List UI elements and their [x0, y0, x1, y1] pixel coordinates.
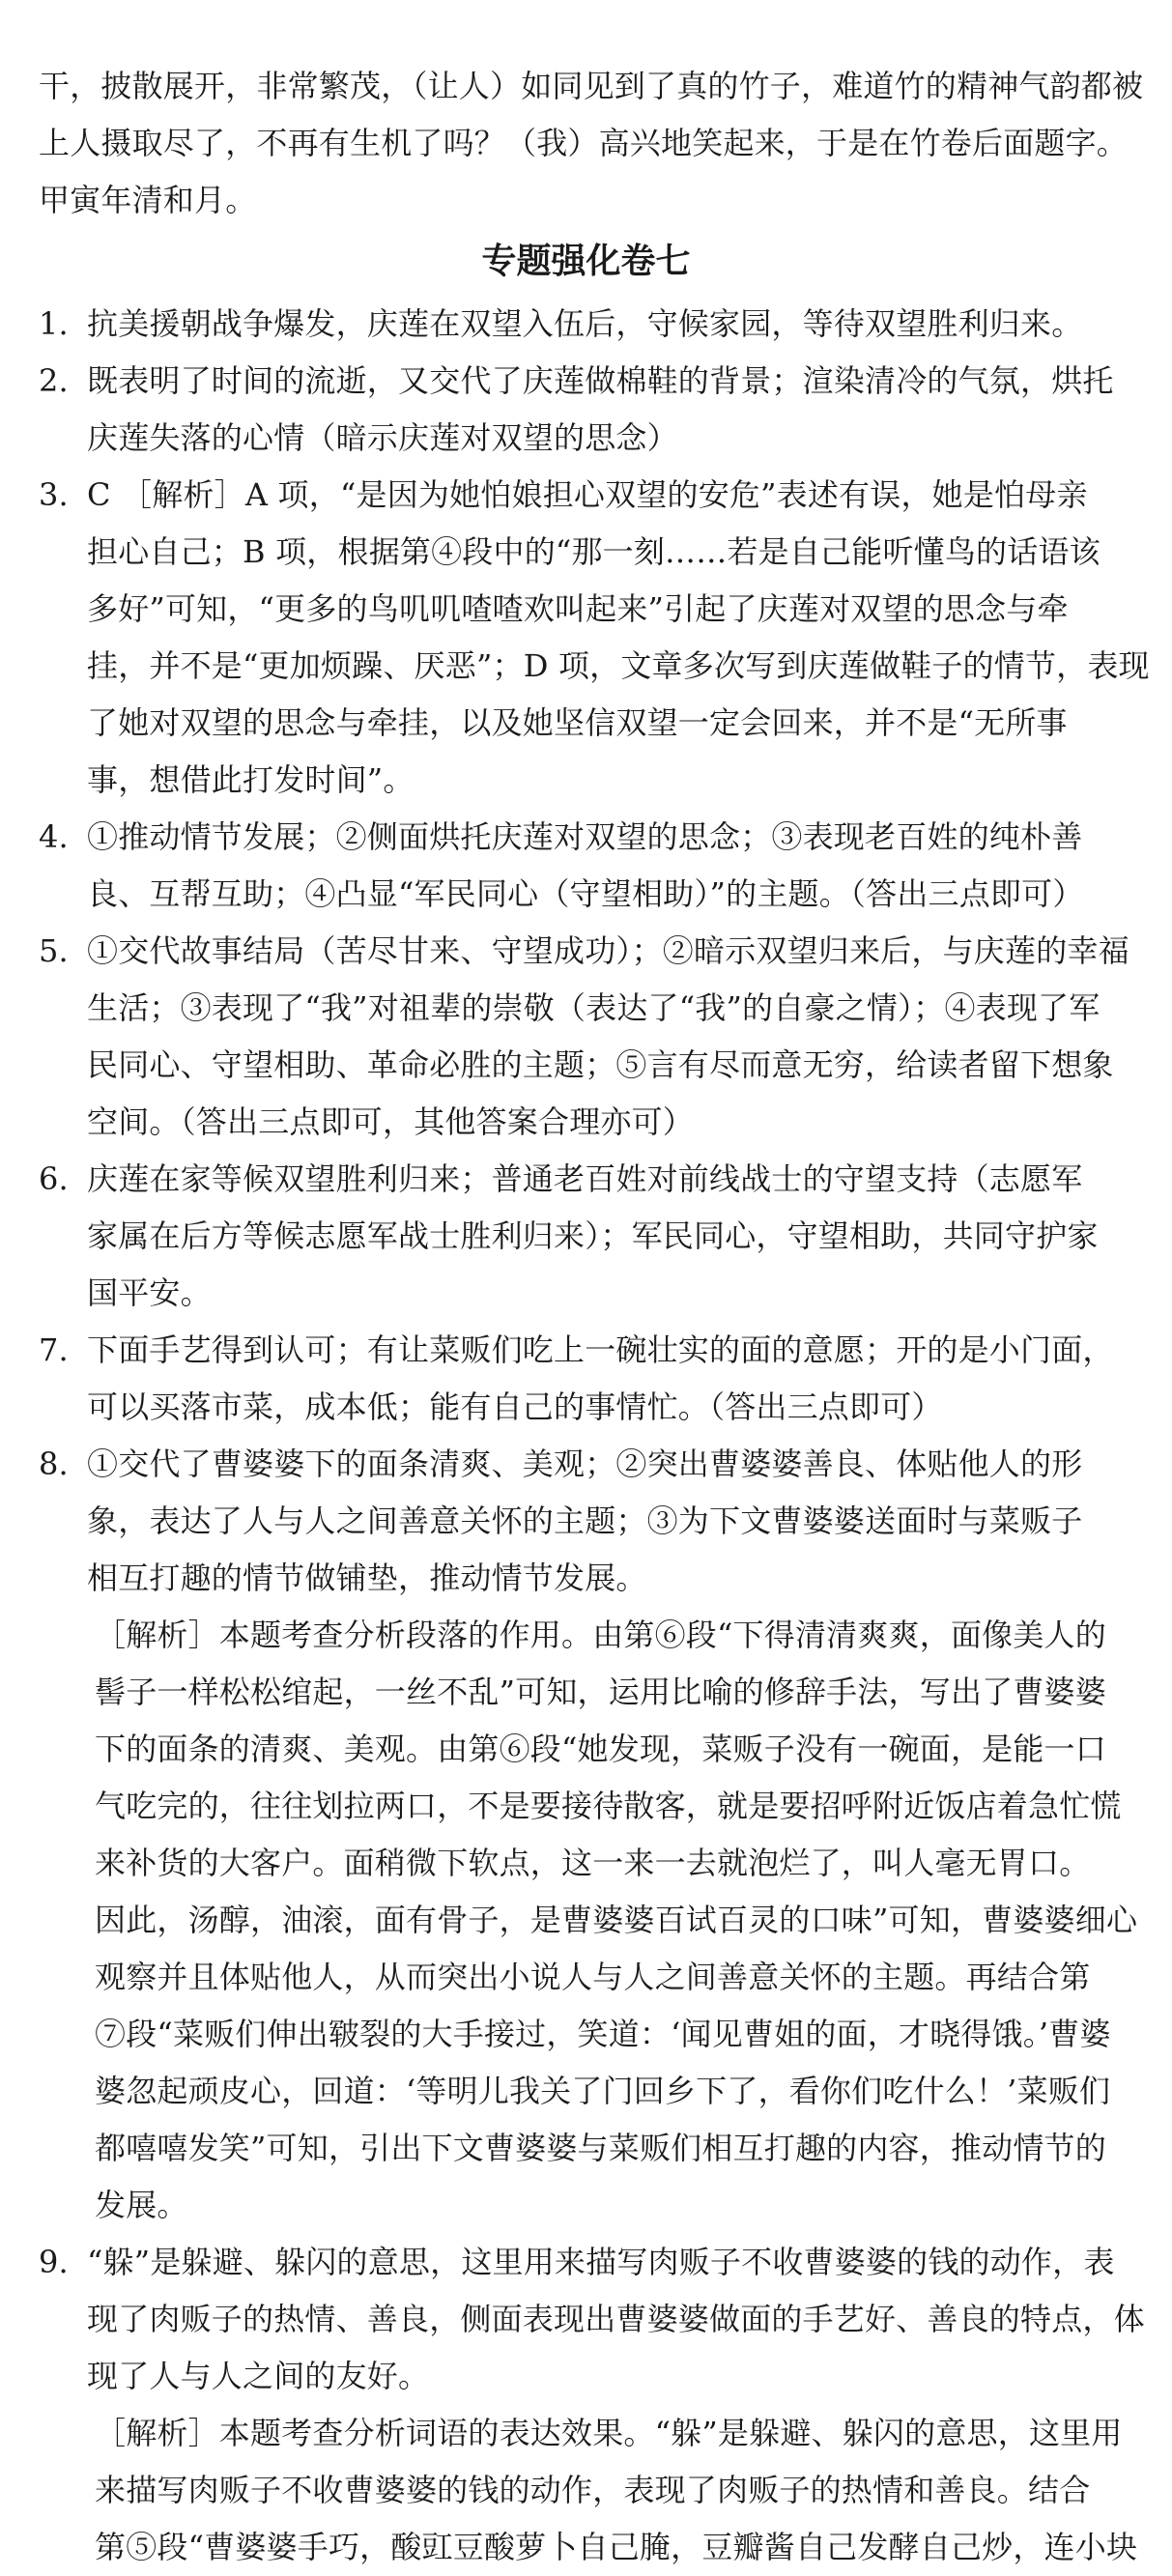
answer-line: 因此，汤醇，油滚，面有骨子，是曹婆婆百试百灵的口味”可知，曹婆婆细心: [95, 1902, 1138, 1938]
answer-line: 了她对双望的思念与牵挂，以及她坚信双望一定会回来，并不是“无所事: [87, 704, 1068, 741]
item-number: 3.: [39, 476, 69, 513]
answer-line: 空间。（答出三点即可，其他答案合理亦可）: [87, 1103, 695, 1140]
intro-line: 干，披散展开，非常繁茂，（让人）如同见到了真的竹子，难道竹的精神气韵都被: [39, 68, 1144, 104]
answer-line: 婆忽起顽皮心，回道：‘等明儿我关了门回乡下了，看你们吃什么！’菜贩们: [95, 2073, 1111, 2109]
answer-line: 国平安。: [87, 1274, 212, 1311]
item-number: 1.: [39, 305, 69, 342]
item-number: 4.: [39, 818, 69, 855]
answer-line: 多好”可知，“更多的鸟叽叽喳喳欢叫起来”引起了庆莲对双望的思念与牵: [87, 590, 1069, 627]
answer-line: 下面手艺得到认可；有让菜贩们吃上一碗壮实的面的意愿；开的是小门面，: [87, 1331, 1114, 1368]
answer-line: 生活；③表现了“我”对祖辈的崇敬（表达了“我”的自豪之情）；④表现了军: [87, 989, 1101, 1026]
answer-line: 第⑤段“曹婆婆手巧，酸豇豆酸萝卜自己腌，豆瓣酱自己发酵自己炒，连小块: [95, 2529, 1138, 2565]
item-number: 7.: [39, 1331, 69, 1368]
intro-line: 上人摄取尽了，不再有生机了吗？（我）高兴地笑起来，于是在竹卷后面题字。: [39, 125, 1129, 161]
answer-line: 下的面条的清爽、美观。由第⑥段“她发现，菜贩子没有一碗面，是能一口: [95, 1731, 1106, 1767]
answer-line: 挂，并不是“更加烦躁、厌恶”；D 项，文章多次写到庆莲做鞋子的情节，表现: [87, 647, 1150, 684]
answer-item: [39, 296, 1126, 353]
answer-item: [39, 2234, 1145, 2405]
answer-line: ①推动情节发展；②侧面烘托庆莲对双望的思念；③表现老百姓的纯朴善: [87, 818, 1083, 855]
answer-line: 担心自己；B 项，根据第④段中的“那一刻……若是自己能听懂鸟的话语该: [87, 533, 1101, 570]
answer-line: C ［解析］A 项，“是因为她怕娘担心双望的安危”表述有误，她是怕母亲: [87, 476, 1088, 513]
answer-item: [39, 1322, 1126, 1436]
answer-item: [39, 923, 1129, 1151]
answer-line: 庆莲在家等候双望胜利归来；普通老百姓对前线战士的守望支持（志愿军: [87, 1160, 1083, 1197]
item-number: 2.: [39, 362, 69, 399]
item-number: 6.: [39, 1160, 69, 1197]
intro-line: 甲寅年清和月。: [39, 182, 257, 218]
answer-line: 抗美援朝战争爆发，庆莲在双望入伍后，守候家园，等待双望胜利归来。: [87, 305, 1083, 342]
answer-line: 来补货的大客户。面稍微下软点，这一来一去就泡烂了，叫人毫无胃口。: [95, 1845, 1091, 1881]
analysis-paragraph: [39, 2405, 1138, 2576]
answer-line: 家属在后方等候志愿军战士胜利归来）；军民同心，守望相助，共同守护家: [87, 1217, 1099, 1254]
answer-line: 现了肉贩子的热情、善良，侧面表现出曹婆婆做面的手艺好、善良的特点，体: [87, 2301, 1145, 2337]
item-number: 8.: [39, 1445, 69, 1482]
answer-line: 来描写肉贩子不收曹婆婆的钱的动作，表现了肉贩子的热情和善良。结合: [95, 2472, 1091, 2508]
answer-line: 事，想借此打发时间”。: [87, 761, 414, 798]
answer-line: 发展。: [95, 2187, 188, 2223]
answer-line: “躲”是躲避、躲闪的意思，这里用来描写肉贩子不收曹婆婆的钱的动作，表: [87, 2244, 1115, 2280]
answer-line: 气吃完的，往往划拉两口，不是要接待散客，就是要招呼附近饭店着急忙慌: [95, 1788, 1122, 1824]
item-number: 5.: [39, 932, 69, 969]
intro-paragraph: [39, 58, 1144, 229]
answer-line: 民同心、守望相助、革命必胜的主题；⑤言有尽而意无穷，给读者留下想象: [87, 1046, 1114, 1083]
item-number: 9.: [39, 2244, 69, 2280]
section-title: 专题强化卷七: [481, 242, 691, 281]
answer-line: ①交代了曹婆婆下的面条清爽、美观；②突出曹婆婆善良、体贴他人的形: [87, 1445, 1083, 1482]
answer-line: 象，表达了人与人之间善意关怀的主题；③为下文曹婆婆送面时与菜贩子: [87, 1503, 1083, 1539]
answer-item: [39, 1436, 1126, 1607]
answer-line: ［解析］本题考查分析段落的作用。由第⑥段“下得清清爽爽，面像美人的: [95, 1617, 1106, 1653]
answer-list: [39, 296, 1150, 2576]
answer-line: 都嘻嘻发笑”可知，引出下文曹婆婆与菜贩们相互打趣的内容，推动情节的: [95, 2130, 1106, 2166]
answer-line: ［解析］本题考查分析词语的表达效果。“躲”是躲避、躲闪的意思，这里用: [95, 2415, 1123, 2451]
answer-line: 庆莲失落的心情（暗示庆莲对双望的思念）: [87, 419, 678, 456]
answer-line: ①交代故事结局（苦尽甘来、守望成功）；②暗示双望归来后，与庆莲的幸福: [87, 932, 1129, 969]
answer-line: 既表明了时间的流逝，又交代了庆莲做棉鞋的背景；渲染清冷的气氛，烘托: [87, 362, 1114, 399]
answer-line: 良、互帮互助；④凸显“军民同心（守望相助）”的主题。（答出三点即可）: [87, 875, 1084, 912]
answer-line: 髻子一样松松绾起，一丝不乱”可知，运用比喻的修辞手法，写出了曹婆婆: [95, 1674, 1106, 1710]
answer-line: 相互打趣的情节做铺垫，推动情节发展。: [87, 1560, 647, 1596]
answer-line: 观察并且体贴他人，从而突出小说人与人之间善意关怀的主题。再结合第: [95, 1959, 1091, 1995]
analysis-paragraph: [39, 1607, 1138, 2234]
answer-line: 可以买落市菜，成本低；能有自己的事情忙。（答出三点即可）: [87, 1388, 943, 1425]
answer-item: [39, 467, 1150, 809]
answer-item: [39, 809, 1126, 923]
answer-line: ⑦段“菜贩们伸出皲裂的大手接过，笑道：‘闻见曹姐的面，才晓得饿。’曹婆: [95, 2016, 1111, 2052]
answer-line: 现了人与人之间的友好。: [87, 2358, 430, 2394]
answer-item: [39, 353, 1126, 467]
answer-item: [39, 1151, 1126, 1322]
